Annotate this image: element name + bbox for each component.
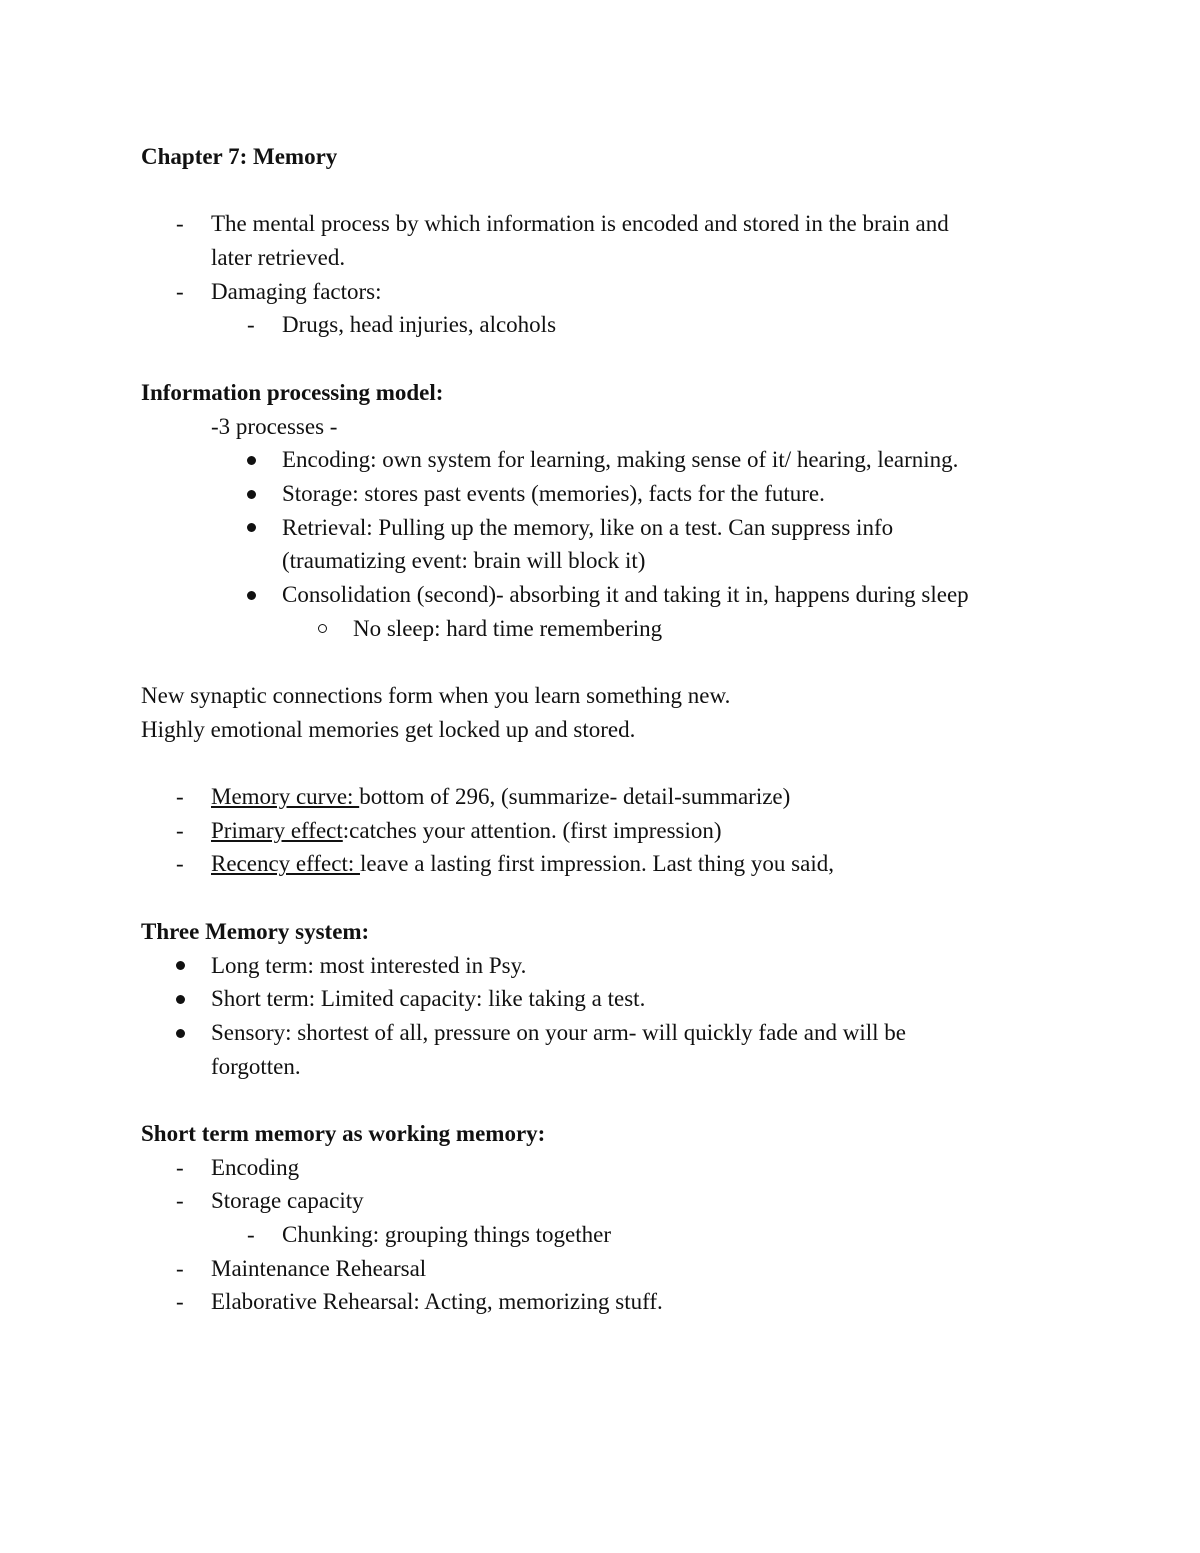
list-item (141, 982, 1061, 1016)
list-item-text: Storage: stores past events (memories), facts for the future. (282, 480, 825, 506)
heading-text: Three Memory system: (141, 918, 370, 944)
list-item-text: Chunking: grouping things together (282, 1222, 612, 1247)
list-item (141, 578, 1061, 612)
bullet-dot (176, 982, 185, 1016)
bullet-dot (176, 1016, 185, 1050)
term: Recency effect: (211, 851, 360, 877)
paragraph-text: Highly emotional memories get locked up and stored. (141, 716, 636, 742)
bullet-dot (247, 578, 256, 612)
dash-bullet: - (176, 817, 184, 843)
list-subitem (141, 1218, 1061, 1252)
list-item (141, 1016, 1061, 1050)
list-item (141, 275, 1061, 309)
bullet-dot (247, 477, 256, 511)
list-item-continuation (141, 544, 1061, 578)
list-item-text: Short term: Limited capacity: like taking a test. (211, 986, 646, 1012)
list-item-text: Encoding: own system for learning, making sense of it/ hearing, learning. (282, 447, 959, 473)
list-item (141, 1252, 1061, 1286)
list-item-text: The mental process by which information is encoded and stored in the brain and (211, 211, 949, 237)
list-subitem (141, 612, 1061, 646)
paragraph-text: New synaptic connections form when you learn something new. (141, 683, 731, 708)
list-item (141, 847, 1061, 881)
heading-text: Information processing model: (141, 379, 444, 405)
list-item-text: forgotten. (211, 1053, 301, 1079)
definition: bottom of 296, (summarize- detail-summarize) (359, 784, 791, 810)
definition: :catches your attention. (first impression) (342, 817, 722, 843)
paragraph (141, 713, 1061, 747)
section-heading (141, 1117, 1061, 1151)
bullet-ring (318, 612, 327, 646)
list-item-text: Encoding (211, 1154, 300, 1180)
list-item (141, 949, 1061, 983)
list-item-text: later retrieved. (211, 245, 346, 271)
list-subitem (141, 308, 1061, 342)
list-item-text: Maintenance Rehearsal (211, 1255, 427, 1281)
dash-bullet: - (176, 1289, 184, 1315)
list-item-text: (traumatizing event: brain will block it) (282, 548, 646, 574)
dash-bullet: - (176, 1154, 184, 1180)
list-item (141, 1151, 1061, 1185)
section-heading (141, 915, 1061, 949)
dash-bullet: - (176, 1188, 184, 1214)
bullet-dot (176, 949, 185, 983)
list-item-text (211, 780, 790, 814)
definition: leave a lasting first impression. Last thing you said, (359, 851, 834, 877)
list-item-text: Elaborative Rehearsal: Acting, memorizing stuff. (211, 1289, 663, 1315)
list-item-continuation (141, 241, 1061, 275)
list-item-text: Drugs, head injuries, alcohols (282, 312, 557, 338)
list-item-text: Damaging factors: (211, 278, 382, 304)
bullet-dot (247, 443, 256, 477)
list-item (141, 1285, 1061, 1319)
list-item-text (211, 847, 834, 881)
section-heading (141, 376, 1061, 410)
dash-bullet: - (176, 211, 184, 237)
dash-bullet: - (176, 278, 184, 304)
list-item-text (211, 814, 722, 848)
list-item-text: Long term: most interested in Psy. (211, 952, 527, 978)
dash-bullet: - (247, 1222, 255, 1247)
list-item-text: Sensory: shortest of all, pressure on your arm- will quickly fade and will be (211, 1019, 906, 1045)
heading-text: Short term memory as working memory: (141, 1120, 546, 1146)
list-item (141, 814, 1061, 848)
dash-bullet: - (176, 784, 184, 810)
list-item (141, 1184, 1061, 1218)
term: Primary effect (211, 817, 343, 843)
list-item-text: No sleep: hard time remembering (353, 615, 663, 641)
dash-bullet: - (176, 1255, 184, 1281)
term: Memory curve: (211, 784, 360, 810)
list-item (141, 477, 1061, 511)
label-text: -3 processes - (211, 413, 338, 439)
dash-bullet: - (176, 851, 184, 877)
paragraph (141, 679, 1061, 713)
page-title (141, 140, 1061, 174)
list-item-continuation (141, 1050, 1061, 1084)
bullet-dot (247, 511, 256, 545)
list-item-text: Retrieval: Pulling up the memory, like on a test. Can suppress info (282, 514, 894, 540)
list-item (141, 207, 1061, 241)
list-item (141, 511, 1061, 545)
document-page (141, 140, 1061, 1319)
list-item (141, 443, 1061, 477)
list-item (141, 780, 1061, 814)
dash-bullet: - (247, 312, 255, 338)
title-text: Chapter 7: Memory (141, 144, 338, 169)
list-item-text: Consolidation (second)- absorbing it and taking it in, happens during sleep (282, 581, 969, 607)
processes-label (141, 410, 1061, 444)
list-item-text: Storage capacity (211, 1188, 364, 1214)
